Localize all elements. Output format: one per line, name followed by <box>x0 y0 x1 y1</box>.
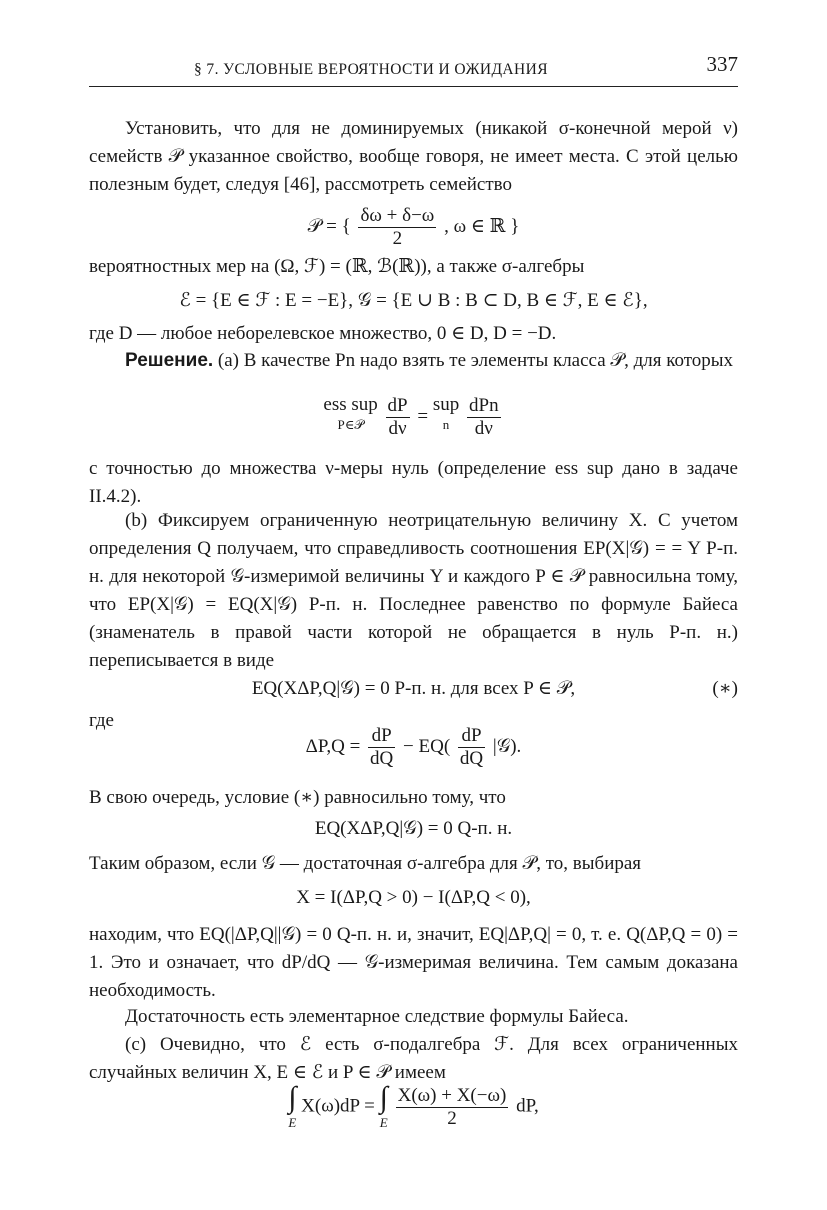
paragraph-find: находим, что EQ(|ΔP,Q||𝒢) = 0 Q-п. н. и, значит, EQ|ΔP,Q| = 0, т. е. Q(ΔP,Q = 0) = 1. Это и означает, что dP/dQ — 𝒢-измеримая величина. Тем самым доказана необходимость. <box>89 924 738 1001</box>
formula-q: EQ(XΔP,Q|𝒢) = 0 Q-п. н. <box>314 818 513 839</box>
paragraph-problem-statement: Установить, что для не доминируемых (никакой σ-конечной мерой ν) семейств 𝒫 указанное свойство, вообще говоря, не имеет места. С этой целью полезным будет, следуя [46], рассмотреть семейство <box>89 118 738 195</box>
integral-fraction <box>396 1085 509 1130</box>
formula-family <box>89 205 738 250</box>
fraction-denominator: 2 <box>392 228 403 249</box>
integral-sign-icon: ∫ <box>379 1081 388 1114</box>
integral-subscript: E <box>379 1115 388 1130</box>
paragraph-solution-a <box>89 347 738 375</box>
formula-x: X = I(ΔP,Q > 0) − I(ΔP,Q < 0), <box>296 887 531 908</box>
formula-star <box>89 675 738 703</box>
sup-operator <box>433 395 459 435</box>
fraction-numerator: X(ω) + X(−ω) <box>397 1084 507 1106</box>
paragraph-c: (c) Очевидно, что ℰ есть σ-подалгебра ℱ. Для всех ограниченных случайных величин X, E ∈ ℰ и P ∈ 𝒫 имеем <box>89 1034 738 1083</box>
delta-middle: − EQ( <box>403 735 451 757</box>
integral-2 <box>380 1082 388 1132</box>
fraction-denominator: dν <box>388 418 407 439</box>
integral-subscript: E <box>288 1115 297 1130</box>
integral-1 <box>288 1082 296 1132</box>
fraction-numerator: dP <box>458 725 485 748</box>
delta-tail: |𝒢). <box>492 735 522 757</box>
fraction-denominator: 2 <box>447 1107 457 1129</box>
esssup-lhs-fraction <box>386 395 410 440</box>
line-in-turn: В свою очередь, условие (∗) равносильно тому, что <box>89 787 506 808</box>
integrand-1: X(ω)dP = <box>301 1095 375 1117</box>
formula-family-fraction <box>358 205 436 250</box>
line-thus: Таким образом, если 𝒢 — достаточная σ-алгебра для 𝒫, то, выбирая <box>89 853 642 874</box>
fraction-denominator: dQ <box>370 748 394 769</box>
esssup-op-text: ess sup <box>323 394 378 415</box>
page-number: 337 <box>706 52 738 76</box>
formula-family-lhs: 𝒫 = { <box>307 215 351 237</box>
fraction-numerator: δω + δ−ω <box>360 205 435 226</box>
formula-algebras: ℰ = {E ∈ ℱ : E = −E}, 𝒢 = {E ∪ B : B ⊂ D, B ∈ ℱ, E ∈ ℰ}, <box>179 290 648 311</box>
formula-integral <box>89 1082 738 1132</box>
paragraph-esssup: с точностью до множества ν-меры нуль (определение ess sup дано в задаче II.4.2). <box>89 458 738 507</box>
sup-op-sub: n <box>442 417 450 432</box>
solution-label: Решение. <box>125 350 214 371</box>
esssup-rhs-fraction <box>467 395 501 440</box>
delta-fraction-2 <box>458 725 485 770</box>
fraction-numerator: dP <box>387 395 408 416</box>
formula-family-rhs: , ω ∈ ℝ } <box>444 215 520 237</box>
paragraph-sufficiency: Достаточность есть элементарное следствие формулы Байеса. <box>125 1006 629 1027</box>
fraction-numerator: dPn <box>469 395 499 416</box>
equals-sign: = <box>417 405 429 427</box>
word-where: где <box>89 710 114 731</box>
delta-fraction-1 <box>368 725 395 770</box>
section-title: § 7. УСЛОВНЫЕ ВЕРОЯТНОСТИ И ОЖИДАНИЯ <box>194 61 548 78</box>
fraction-denominator: dQ <box>459 748 484 769</box>
sup-op-text: sup <box>432 394 460 415</box>
equation-label-star: (∗) <box>712 678 738 699</box>
integral-sign-icon: ∫ <box>288 1081 297 1114</box>
fraction-numerator: dP <box>368 725 395 748</box>
running-header <box>89 52 738 87</box>
formula-star-text: EQ(XΔP,Q|𝒢) = 0 P-п. н. для всех P ∈ 𝒫, <box>251 678 576 699</box>
fraction-denominator: dν <box>474 418 493 439</box>
solution-a-text: (a) В качестве Pn надо взять те элементы класса 𝒫, для которых <box>213 350 734 371</box>
delta-lhs: ΔP,Q = <box>305 735 361 757</box>
line-measures: вероятностных мер на (Ω, ℱ) = (ℝ, ℬ(ℝ)), а также σ-алгебры <box>89 256 585 277</box>
formula-delta <box>89 725 738 770</box>
esssup-op-sub: P∈𝒫 <box>337 417 364 432</box>
formula-esssup <box>89 395 738 440</box>
integral-tail: dP, <box>516 1095 539 1117</box>
paragraph-b: (b) Фиксируем ограниченную неотрицательную величину X. С учетом определения Q получаем, что справедливость соотношения EP(X|𝒢) = = Y P-п. н. для некоторой 𝒢-измеримой величины Y и каждого P ∈ 𝒫 равносильна тому, что EP(X|𝒢) = EQ(X|𝒢) P-п. н. Последнее равенство по формуле Байеса (знаменатель в правой части которой не обращается в нуль P-п. н.) переписывается в виде <box>89 510 738 671</box>
esssup-operator <box>323 395 377 435</box>
line-where-d: где D — любое неборелевское множество, 0 ∈ D, D = −D. <box>89 323 557 344</box>
